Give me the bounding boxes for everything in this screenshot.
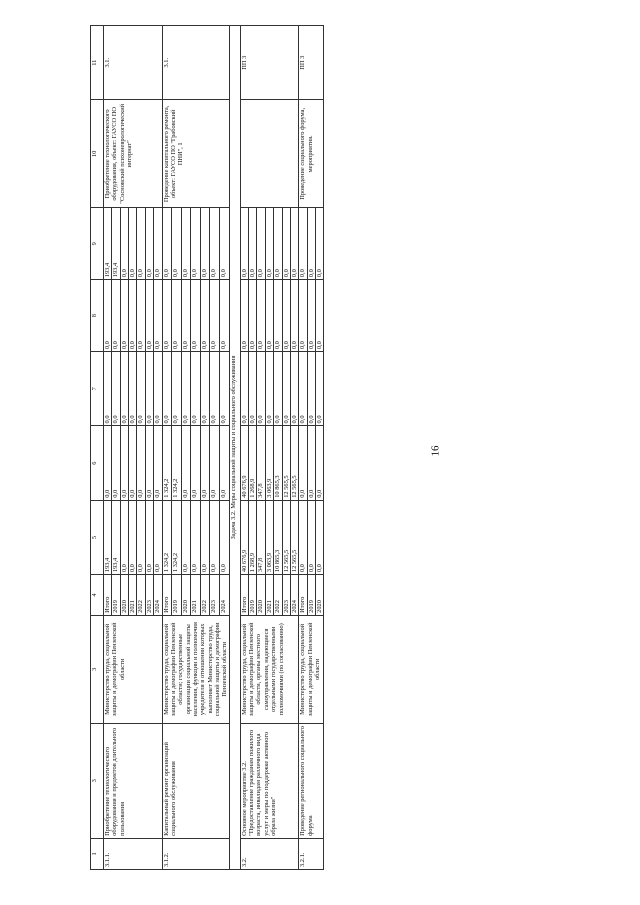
column-header: 10 xyxy=(91,100,104,208)
value-cell: 0,0 xyxy=(120,208,128,280)
value-cell: 0,0 xyxy=(257,280,265,352)
item-executor: Министерство труда, социальной защиты и демографии Пензенской области; государственные организации социальной защиты населения, функции и полномочия учредителя в отношении которых выполняет Министерство труда, социальной защиты и демографии Пензенской области xyxy=(162,615,229,723)
value-cell: 1 324,2 xyxy=(172,426,182,500)
value-cell: 3 063,9 xyxy=(265,500,273,574)
item-executor: Министерство труда, социальной защиты и демографии Пензенской области xyxy=(299,615,324,723)
value-cell: 3 063,9 xyxy=(265,426,273,500)
year-cell: Итого xyxy=(162,575,172,616)
value-cell: 0,0 xyxy=(249,208,257,280)
value-cell: 10 865,3 xyxy=(274,500,282,574)
item-result: Проведение капитального ремонта, объект: ГАУСО ПО "Грабовский ПНИ", 1 xyxy=(162,100,229,208)
item-number: 3.2.1. xyxy=(299,838,324,869)
value-cell: 0,0 xyxy=(145,500,153,574)
value-cell: 1 268,9 xyxy=(249,500,257,574)
value-cell: 193,4 xyxy=(104,208,112,280)
value-cell: 0,0 xyxy=(154,280,162,352)
value-cell: 0,0 xyxy=(307,500,315,574)
column-header: 8 xyxy=(91,280,104,352)
year-cell: Итого xyxy=(240,575,248,616)
year-cell: 2020 xyxy=(257,575,265,616)
value-cell: 1 268,9 xyxy=(249,426,257,500)
value-cell: 0,0 xyxy=(290,352,298,426)
value-cell: 0,0 xyxy=(200,280,210,352)
value-cell: 0,0 xyxy=(137,280,145,352)
value-cell: 0,0 xyxy=(191,280,201,352)
value-cell: 0,0 xyxy=(112,280,120,352)
value-cell: 0,0 xyxy=(129,352,137,426)
column-header: 6 xyxy=(91,426,104,500)
year-cell: 2022 xyxy=(274,575,282,616)
column-header: 11 xyxy=(91,26,104,100)
value-cell: 0,0 xyxy=(307,352,315,426)
value-cell: 0,0 xyxy=(129,208,137,280)
value-cell: 0,0 xyxy=(181,500,191,574)
item-reference: 3.1. xyxy=(104,26,163,100)
value-cell: 0,0 xyxy=(307,208,315,280)
item-name: Проведение регионального социального форума xyxy=(299,723,324,838)
value-cell: 0,0 xyxy=(112,426,120,500)
year-cell: 2020 xyxy=(120,575,128,616)
value-cell: 0,0 xyxy=(315,352,323,426)
value-cell: 0,0 xyxy=(145,208,153,280)
year-cell: 2021 xyxy=(129,575,137,616)
value-cell: 0,0 xyxy=(220,208,230,280)
year-cell: 2020 xyxy=(181,575,191,616)
value-cell: 0,0 xyxy=(307,280,315,352)
value-cell: 0,0 xyxy=(282,352,290,426)
value-cell: 0,0 xyxy=(172,352,182,426)
value-cell: 1 324,2 xyxy=(162,500,172,574)
value-cell: 193,4 xyxy=(104,500,112,574)
value-cell: 0,0 xyxy=(181,280,191,352)
value-cell: 0,0 xyxy=(274,208,282,280)
year-cell: 2023 xyxy=(282,575,290,616)
value-cell: 0,0 xyxy=(191,426,201,500)
table-row xyxy=(104,26,112,870)
value-cell: 0,0 xyxy=(299,500,307,574)
value-cell: 0,0 xyxy=(274,352,282,426)
item-name: Приобретение технологического оборудования и предметов длительного пользования xyxy=(104,723,163,838)
value-cell: 0,0 xyxy=(191,352,201,426)
value-cell: 0,0 xyxy=(220,352,230,426)
value-cell: 12 565,5 xyxy=(290,426,298,500)
value-cell: 0,0 xyxy=(154,352,162,426)
value-cell: 0,0 xyxy=(200,426,210,500)
value-cell: 0,0 xyxy=(257,208,265,280)
value-cell: 0,0 xyxy=(210,352,220,426)
item-name: Капитальный ремонт организаций социального обслуживания xyxy=(162,723,229,838)
value-cell: 0,0 xyxy=(120,426,128,500)
value-cell: 0,0 xyxy=(104,426,112,500)
year-cell: 2019 xyxy=(172,575,182,616)
value-cell: 0,0 xyxy=(315,426,323,500)
table-body xyxy=(91,26,324,870)
value-cell: 0,0 xyxy=(290,208,298,280)
value-cell: 0,0 xyxy=(154,426,162,500)
value-cell: 0,0 xyxy=(210,208,220,280)
value-cell: 347,8 xyxy=(257,500,265,574)
year-cell: 2024 xyxy=(154,575,162,616)
value-cell: 0,0 xyxy=(200,208,210,280)
value-cell: 0,0 xyxy=(154,208,162,280)
value-cell: 1 324,2 xyxy=(172,500,182,574)
page-number: 16 xyxy=(429,445,442,457)
value-cell: 0,0 xyxy=(210,500,220,574)
year-cell: Итого xyxy=(299,575,307,616)
value-cell: 0,0 xyxy=(210,426,220,500)
value-cell: 0,0 xyxy=(200,500,210,574)
item-result: Приобретение технологического оборудования, объект: ГАУСО ПО "Сосновский психоневрологический интернат" xyxy=(104,100,163,208)
value-cell: 0,0 xyxy=(315,280,323,352)
item-reference: ПП 3 xyxy=(299,26,324,100)
value-cell: 12 565,5 xyxy=(290,500,298,574)
program-table xyxy=(90,25,324,870)
value-cell: 0,0 xyxy=(307,426,315,500)
column-header: 3 xyxy=(91,615,104,723)
value-cell: 0,0 xyxy=(210,280,220,352)
value-cell: 0,0 xyxy=(120,280,128,352)
value-cell: 347,8 xyxy=(257,426,265,500)
year-cell: 2023 xyxy=(210,575,220,616)
value-cell: 0,0 xyxy=(299,426,307,500)
value-cell: 12 565,5 xyxy=(282,426,290,500)
value-cell: 0,0 xyxy=(282,280,290,352)
value-cell: 0,0 xyxy=(145,280,153,352)
item-result xyxy=(240,100,299,208)
year-cell: 2023 xyxy=(145,575,153,616)
year-cell: 2022 xyxy=(200,575,210,616)
table-row xyxy=(162,26,172,870)
year-cell: 2024 xyxy=(220,575,230,616)
column-header: 5 xyxy=(91,500,104,574)
year-cell: 2021 xyxy=(265,575,273,616)
table-row xyxy=(240,26,248,870)
value-cell: 0,0 xyxy=(137,208,145,280)
value-cell: 0,0 xyxy=(137,426,145,500)
value-cell: 40 676,9 xyxy=(240,500,248,574)
value-cell: 0,0 xyxy=(299,352,307,426)
value-cell: 0,0 xyxy=(220,280,230,352)
item-result: Проведение социального форума, мероприятия. xyxy=(299,100,324,208)
value-cell: 0,0 xyxy=(120,500,128,574)
table-row xyxy=(299,26,307,870)
value-cell: 0,0 xyxy=(240,208,248,280)
value-cell: 0,0 xyxy=(299,280,307,352)
value-cell: 0,0 xyxy=(240,352,248,426)
item-number: 3.2. xyxy=(240,838,299,869)
value-cell: 0,0 xyxy=(265,208,273,280)
value-cell: 0,0 xyxy=(129,280,137,352)
value-cell: 0,0 xyxy=(137,352,145,426)
year-cell: 2020 xyxy=(315,575,323,616)
item-reference: ПП 3 xyxy=(240,26,299,100)
item-number: 3.1.2. xyxy=(162,838,229,869)
value-cell: 0,0 xyxy=(257,352,265,426)
value-cell: 0,0 xyxy=(191,500,201,574)
value-cell: 0,0 xyxy=(249,280,257,352)
value-cell: 0,0 xyxy=(220,426,230,500)
value-cell: 12 565,5 xyxy=(282,500,290,574)
value-cell: 0,0 xyxy=(249,352,257,426)
year-cell: 2019 xyxy=(307,575,315,616)
value-cell: 0,0 xyxy=(299,208,307,280)
value-cell: 0,0 xyxy=(315,500,323,574)
value-cell: 0,0 xyxy=(162,280,172,352)
year-cell: 2019 xyxy=(112,575,120,616)
year-cell: 2022 xyxy=(137,575,145,616)
value-cell: 0,0 xyxy=(220,500,230,574)
column-header: 3 xyxy=(91,723,104,838)
value-cell: 0,0 xyxy=(181,208,191,280)
value-cell: 0,0 xyxy=(265,280,273,352)
section-row xyxy=(229,26,240,870)
item-number: 3.1.1. xyxy=(104,838,163,869)
value-cell: 0,0 xyxy=(181,352,191,426)
value-cell: 0,0 xyxy=(145,426,153,500)
value-cell: 0,0 xyxy=(104,280,112,352)
value-cell: 0,0 xyxy=(162,208,172,280)
value-cell: 0,0 xyxy=(104,352,112,426)
value-cell: 0,0 xyxy=(172,280,182,352)
section-title: Задача 3.2. Меры социальной защиты и социального обслуживания xyxy=(229,26,240,870)
value-cell: 0,0 xyxy=(200,352,210,426)
value-cell: 10 865,3 xyxy=(274,426,282,500)
value-cell: 0,0 xyxy=(129,426,137,500)
column-header: 9 xyxy=(91,208,104,280)
column-header: 7 xyxy=(91,352,104,426)
item-executor: Министерство труда, социальной защиты и демографии Пензенской области xyxy=(104,615,163,723)
column-header: 1 xyxy=(91,838,104,869)
value-cell: 0,0 xyxy=(191,208,201,280)
value-cell: 0,0 xyxy=(240,280,248,352)
year-cell: 2021 xyxy=(191,575,201,616)
item-name: Основное мероприятие 3.2. "Предоставление гражданам пожилого возраста, инвалидам различного вида услуг и меры по поддержке активного образа жизни" xyxy=(240,723,299,838)
value-cell: 0,0 xyxy=(154,500,162,574)
value-cell: 0,0 xyxy=(265,352,273,426)
value-cell: 0,0 xyxy=(172,208,182,280)
value-cell: 0,0 xyxy=(315,208,323,280)
column-header: 4 xyxy=(91,575,104,616)
year-cell: 2024 xyxy=(290,575,298,616)
year-cell: 2019 xyxy=(249,575,257,616)
value-cell: 0,0 xyxy=(145,352,153,426)
year-cell: Итого xyxy=(104,575,112,616)
rotated-page xyxy=(90,25,630,870)
value-cell: 193,4 xyxy=(112,500,120,574)
value-cell: 40 676,9 xyxy=(240,426,248,500)
value-cell: 0,0 xyxy=(181,426,191,500)
item-reference: 3.1. xyxy=(162,26,229,100)
value-cell: 0,0 xyxy=(129,500,137,574)
value-cell: 1 324,2 xyxy=(162,426,172,500)
value-cell: 0,0 xyxy=(162,352,172,426)
header-row xyxy=(91,26,104,870)
value-cell: 0,0 xyxy=(112,352,120,426)
value-cell: 0,0 xyxy=(290,280,298,352)
value-cell: 0,0 xyxy=(137,500,145,574)
value-cell: 0,0 xyxy=(274,280,282,352)
item-executor: Министерство труда, социальной защиты и демографии Пензенской области, органы местного самоуправления, надеющиеся отдельными государственными полномочиями (по согласованию) xyxy=(240,615,299,723)
value-cell: 193,4 xyxy=(112,208,120,280)
value-cell: 0,0 xyxy=(282,208,290,280)
value-cell: 0,0 xyxy=(120,352,128,426)
